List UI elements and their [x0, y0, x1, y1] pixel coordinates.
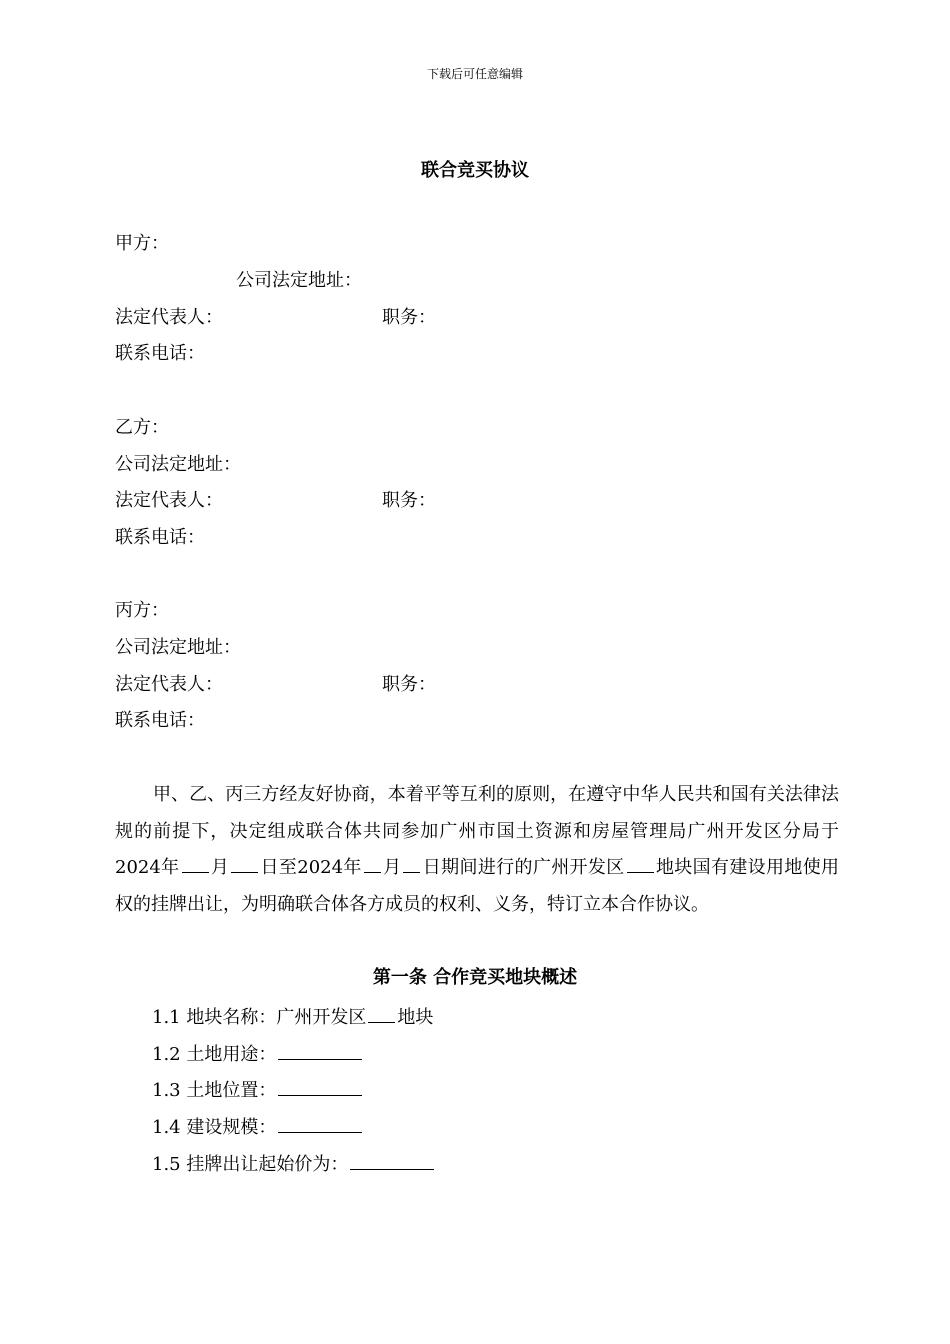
party-a-name: 甲方： — [115, 233, 169, 254]
item-1-1 — [152, 1004, 433, 1030]
item-1-2-label: 1.2 土地用途： — [152, 1044, 277, 1065]
document-title: 联合竞买协议 — [421, 160, 529, 181]
party-a-address-label: 公司法定地址： — [236, 270, 362, 291]
item-1-5 — [152, 1151, 436, 1177]
party-c-phone-label: 联系电话： — [115, 710, 205, 731]
party-b-address-label: 公司法定地址： — [115, 454, 241, 475]
party-b-name: 乙方： — [115, 417, 169, 438]
intro-text-5: 日期间进行的广州开发区 — [422, 857, 625, 878]
blank-day-end — [403, 854, 420, 873]
party-a-position-label: 职务： — [382, 307, 436, 328]
header-note: 下载后可任意编辑 — [426, 67, 523, 81]
blank-construction-scale — [278, 1114, 362, 1133]
item-1-4 — [152, 1114, 364, 1140]
item-1-4-label: 1.4 建设规模： — [152, 1117, 277, 1138]
item-1-5-label: 1.5 挂牌出让起始价为： — [152, 1154, 349, 1175]
item-1-1-prefix: 1.1 地块名称：广州开发区 — [152, 1007, 367, 1028]
party-c-name: 丙方： — [115, 600, 169, 621]
party-b-position-label: 职务： — [382, 490, 436, 511]
blank-day-start — [231, 854, 258, 873]
party-c-position-label: 职务： — [382, 674, 436, 695]
item-1-3 — [152, 1077, 364, 1103]
party-b-rep-label: 法定代表人： — [115, 490, 223, 511]
party-c-address-label: 公司法定地址： — [115, 637, 241, 658]
blank-land-location — [278, 1077, 362, 1096]
intro-text-3: 日至2024年 — [260, 857, 362, 878]
party-b-phone-label: 联系电话： — [115, 527, 205, 548]
party-a-rep-label: 法定代表人： — [115, 307, 223, 328]
blank-starting-price — [350, 1151, 434, 1170]
blank-month-end — [364, 854, 381, 873]
blank-parcel-number — [627, 854, 654, 873]
intro-text-2: 月 — [210, 857, 230, 878]
item-1-3-label: 1.3 土地位置： — [152, 1080, 277, 1101]
party-a-phone-label: 联系电话： — [115, 343, 205, 364]
blank-parcel-name — [368, 1004, 395, 1023]
blank-land-use — [278, 1041, 362, 1060]
intro-text-6: 地块国有建设用地使用权的挂牌出让，为明确联合体各方成员的权利、义务，特订立本合作协议。 — [115, 857, 840, 915]
party-c-rep-label: 法定代表人： — [115, 674, 223, 695]
blank-month-start — [182, 854, 209, 873]
item-1-1-suffix: 地块 — [397, 1007, 434, 1028]
item-1-2 — [152, 1041, 364, 1067]
intro-paragraph — [115, 777, 839, 923]
intro-text-1: 甲、乙、丙三方经友好协商，本着平等互利的原则，在遵守中华人民共和国有关法律法规的前提下，决定组成联合体共同参加广州市国土资源和房屋管理局广州开发区分局于2024年 — [115, 784, 839, 878]
section-1-title: 第一条 合作竞买地块概述 — [372, 967, 578, 988]
intro-text-4: 月 — [382, 857, 402, 878]
